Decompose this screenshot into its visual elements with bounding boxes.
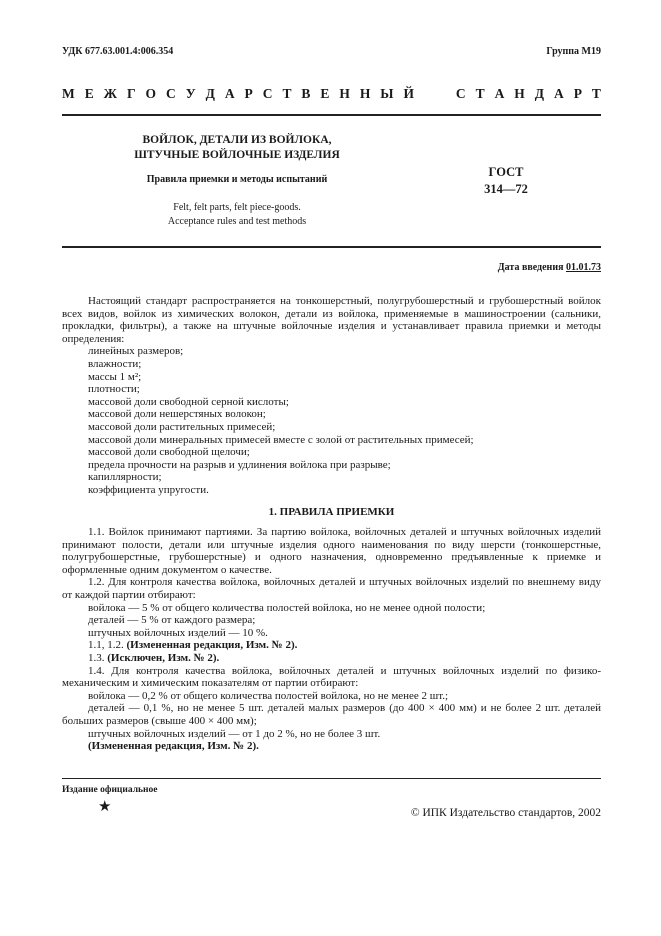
english-title [62, 201, 412, 229]
introduction-date [498, 262, 601, 273]
list-item: штучных войлочных изделий — от 1 до 2 %, но не более 3 шт. [88, 727, 381, 740]
banner-letter: Н [359, 86, 371, 101]
document-body [62, 295, 601, 753]
banner-letter: Р [244, 86, 253, 101]
banner-letter: Н [514, 86, 525, 101]
banner-letter: М [62, 86, 75, 101]
intro-date-label: Дата введения [497, 262, 564, 273]
copyright-notice: © ИПК Издательство стандартов, 2002 [410, 807, 601, 819]
banner-letter: У [185, 86, 196, 101]
banner-letter: Т [282, 86, 292, 101]
list-item: массы 1 м²; [88, 370, 142, 383]
banner-letter: А [494, 86, 505, 101]
amendment-note-1-text: (Измененная редакция, Изм. № 2). [126, 639, 298, 652]
english-title-line-1: Felt, felt parts, felt piece-goods. [173, 202, 301, 213]
list-item: войлока — 0,2 % от общего количества полостей войлока, но не менее 2 шт.; [88, 689, 449, 702]
banner-letter: Р [573, 86, 582, 101]
banner-letter: А [224, 86, 235, 101]
list-item: деталей — 5 % от каждого размера; [88, 614, 256, 627]
clause-1-4: 1.4. Для контроля качества войлока, войлочных деталей и штучных войлочных изделий по физико-механическим и химическим показателям от партии отбирают: [62, 664, 601, 690]
top-divider [62, 114, 601, 116]
banner-letter: Т [591, 86, 601, 101]
list-item: массовой доли свободной серной кислоты; [88, 395, 289, 408]
list-item: массовой доли минеральных примесей вместе с золой от растительных примесей; [88, 433, 474, 446]
list-item: капиллярности; [88, 471, 162, 484]
amendment-note-1 [62, 639, 601, 652]
banner-letter: Д [205, 86, 215, 101]
banner-letter: Г [126, 86, 136, 101]
english-title-line-2: Acceptance rules and test methods [167, 216, 307, 227]
udk-code: УДК 677.63.001.4:006.354 [62, 46, 174, 57]
clause-1-3-prefix: 1.3. [88, 652, 105, 665]
document-title [62, 133, 412, 163]
star-icon: ★ [98, 799, 112, 815]
standard-banner [62, 86, 601, 102]
clause-1-2: 1.2. Для контроля качества войлока, войлочных деталей и штучных войлочных изделий по внешнему виду от каждой партии отбирают: [62, 576, 601, 602]
title-line-1: ВОЙЛОК, ДЕТАЛИ ИЗ ВОЙЛОКА, [142, 134, 332, 146]
clause-1-3 [62, 652, 601, 665]
banner-letter: Й [403, 86, 415, 101]
list-item: линейных размеров; [88, 345, 184, 358]
list-item: массовой доли растительных примесей; [88, 420, 276, 433]
banner-letter: О [145, 86, 157, 101]
footer-divider [62, 778, 601, 779]
list-item: плотности; [88, 383, 140, 396]
group-code: Группа М19 [546, 46, 601, 57]
intro-date-value: 01.01.73 [566, 262, 601, 273]
document-subtitle: Правила приемки и методы испытаний [146, 174, 328, 185]
amendment-note-2: (Измененная редакция, Изм. № 2). [88, 740, 259, 753]
header-divider [62, 246, 601, 248]
clause-1-4-list [62, 690, 601, 740]
banner-letter: Е [320, 86, 330, 101]
section-1-title: 1. ПРАВИЛА ПРИЕМКИ [268, 505, 395, 518]
banner-letter: С [455, 86, 466, 101]
banner-letter: Ы [380, 86, 394, 101]
list-item: массовой доли свободной щелочи; [88, 446, 250, 459]
clause-1-3-text: (Исключен, Изм. № 2). [107, 652, 220, 665]
gost-number: 314—72 [484, 182, 528, 196]
banner-gap [424, 86, 446, 102]
banner-letter: А [554, 86, 564, 101]
list-item: штучных войлочных изделий — 10 %. [88, 626, 268, 639]
methods-list [62, 345, 601, 496]
list-item: массовой доли нешерстяных волокон; [88, 408, 266, 421]
banner-letter: С [262, 86, 273, 101]
banner-letter: Е [84, 86, 94, 101]
list-item: деталей — 0,1 %, но не менее 5 шт. деталей малых размеров (до 400 × 400 мм) и не более 2 шт. деталей больших размеров (свыше 400 × 400 мм); [62, 702, 601, 727]
list-item: предела прочности на разрыв и удлинения войлока при разрыве; [88, 458, 391, 471]
list-item: войлока — 5 % от общего количества полостей войлока, но не менее одной полости; [88, 601, 486, 614]
intro-paragraph: Настоящий стандарт распространяется на тонкошерстный, полугрубошерстный и грубошерстный войлок всех видов, войлок из химических волокон, детали из войлока, применяемые в машиностроении (сальники, прокладки, фильтры), а также на штучные войлочные изделия и устанавливает правила приемки и методы определения: [62, 295, 601, 345]
amendment-note-1-prefix: 1.1, 1.2. [88, 639, 124, 652]
banner-letter: Т [475, 86, 485, 101]
gost-designation [466, 164, 546, 198]
clause-1-2-list [62, 602, 601, 640]
title-line-2: ШТУЧНЫЕ ВОЙЛОЧНЫЕ ИЗДЕЛИЯ [134, 149, 340, 161]
banner-letter: С [166, 86, 176, 101]
list-item: коэффициента упругости. [88, 483, 209, 496]
gost-label: ГОСТ [488, 165, 524, 179]
official-edition-label: Издание официальное [62, 785, 158, 795]
banner-letter: Ж [103, 86, 118, 101]
list-item: влажности; [88, 357, 142, 370]
banner-letter: Д [534, 86, 545, 101]
banner-letter: Н [339, 86, 350, 101]
clause-1-1: 1.1. Войлок принимают партиями. За партию войлока, войлочных деталей и штучных войлочных изделий принимают полости, детали или штучные изделия одного наименования по виду шерсти (тонкошерстные, полугрубошерстные, грубошерстные) и одного назначения, одновременно предъявленные к приемке и оформленные одним документом о качестве. [62, 526, 601, 576]
banner-letter: В [301, 86, 311, 101]
